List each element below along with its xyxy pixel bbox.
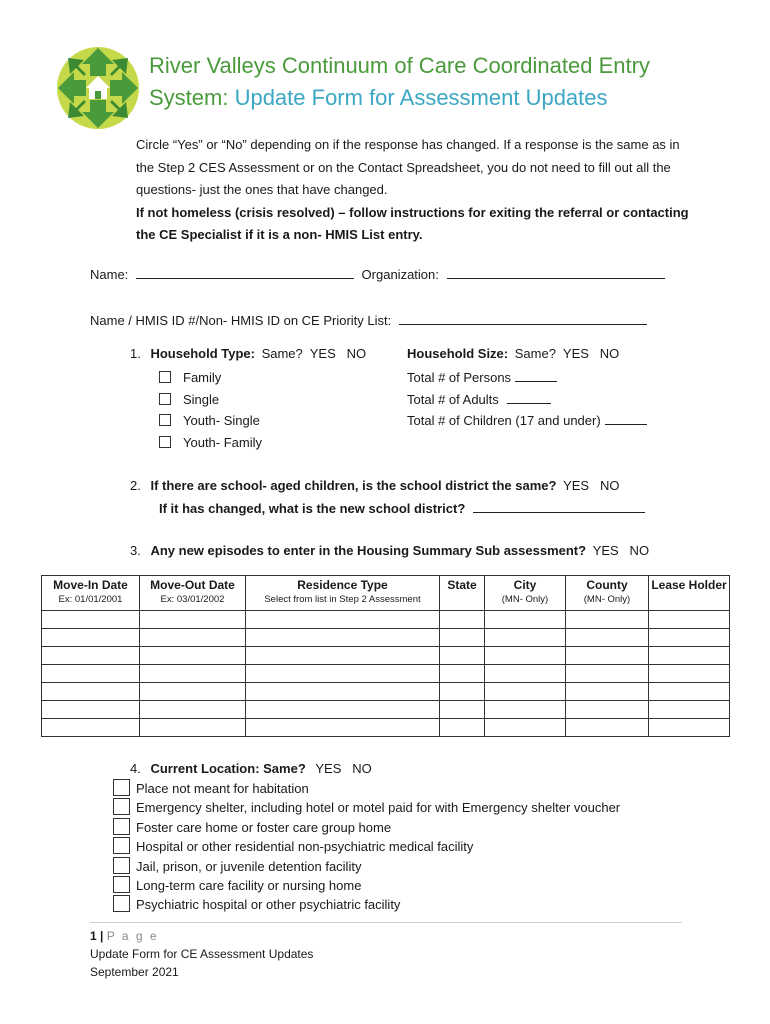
table-row xyxy=(42,665,730,683)
option-label: Family xyxy=(183,370,222,385)
table-cell[interactable] xyxy=(42,701,140,719)
q1-household-size xyxy=(407,346,619,361)
adults-field[interactable] xyxy=(507,391,551,404)
episodes-table-body xyxy=(42,611,730,737)
table-cell[interactable] xyxy=(566,665,649,683)
household-option[interactable] xyxy=(159,432,262,454)
footer-date: September 2021 xyxy=(90,965,179,979)
household-size-rows xyxy=(407,367,647,432)
table-cell[interactable] xyxy=(485,719,566,737)
col-state xyxy=(440,576,485,611)
q1-yes-no[interactable]: Same? YES NO xyxy=(261,346,367,361)
hmis-label: Name / HMIS ID #/Non- HMIS ID on CE Priority List: xyxy=(90,313,392,328)
organization-label: Organization: xyxy=(361,267,439,282)
location-option[interactable] xyxy=(113,798,620,817)
table-cell[interactable] xyxy=(440,647,485,665)
option-label: Jail, prison, or juvenile detention facility xyxy=(136,858,362,874)
location-option[interactable] xyxy=(113,837,620,856)
q3-new-episodes xyxy=(130,543,649,558)
checkbox-icon[interactable] xyxy=(113,876,130,893)
table-cell[interactable] xyxy=(246,701,440,719)
table-cell[interactable] xyxy=(566,683,649,701)
table-cell[interactable] xyxy=(440,665,485,683)
adults-row xyxy=(407,389,647,411)
col-label: County xyxy=(586,578,628,592)
house-with-arrows-logo xyxy=(56,46,140,130)
table-cell[interactable] xyxy=(485,647,566,665)
organization-field[interactable] xyxy=(447,266,665,279)
page-footer xyxy=(90,927,313,981)
table-cell[interactable] xyxy=(649,611,730,629)
col-city xyxy=(485,576,566,611)
table-cell[interactable] xyxy=(246,629,440,647)
table-cell[interactable] xyxy=(649,629,730,647)
household-option[interactable] xyxy=(159,367,262,389)
name-label: Name: xyxy=(90,267,129,282)
col-lease-holder xyxy=(649,576,730,611)
table-cell[interactable] xyxy=(42,611,140,629)
footer-divider xyxy=(90,922,682,923)
table-header-row xyxy=(42,576,730,611)
episodes-table xyxy=(41,575,730,737)
option-label: Long-term care facility or nursing home xyxy=(136,878,362,894)
q1-household-type xyxy=(130,346,366,361)
q4-yes-no[interactable]: YES NO xyxy=(315,761,372,776)
option-label: Single xyxy=(183,391,220,407)
title-line-2 xyxy=(149,82,650,114)
table-cell[interactable] xyxy=(140,683,246,701)
q4-label: Current Location: Same? xyxy=(150,761,306,776)
checkbox-icon[interactable] xyxy=(113,895,130,912)
name-org-row xyxy=(90,266,665,282)
page-word: P a g e xyxy=(106,929,159,943)
table-row xyxy=(42,719,730,737)
q4-current-location xyxy=(130,761,372,776)
q2-followup-label: If it has changed, what is the new school district? xyxy=(159,501,466,516)
table-row xyxy=(42,701,730,719)
checkbox-icon[interactable] xyxy=(113,837,130,854)
household-option[interactable] xyxy=(159,410,262,432)
table-cell[interactable] xyxy=(42,647,140,665)
col-move-in-date xyxy=(42,576,140,611)
children-field[interactable] xyxy=(605,412,647,425)
table-cell[interactable] xyxy=(246,611,440,629)
instructions-bold-note: If not homeless (crisis resolved) – follow instructions for exiting the referral or contacting the CE Specialist if it is a non- HMIS List entry. xyxy=(136,204,689,242)
table-cell[interactable] xyxy=(246,665,440,683)
checkbox-icon[interactable] xyxy=(113,857,130,874)
table-cell[interactable] xyxy=(649,683,730,701)
household-option[interactable] xyxy=(159,389,262,411)
hmis-row xyxy=(90,312,647,328)
form-title xyxy=(149,50,650,114)
q3-label: Any new episodes to enter in the Housing Summary Sub assessment? xyxy=(150,543,587,558)
checkbox-icon[interactable] xyxy=(159,436,171,448)
table-cell[interactable] xyxy=(440,611,485,629)
col-label: Move-Out Date xyxy=(150,578,235,592)
table-row xyxy=(42,611,730,629)
q2-number: 2. xyxy=(130,478,141,493)
children-row xyxy=(407,410,647,432)
col-hint: Ex: 03/01/2002 xyxy=(160,594,225,605)
title-subtitle: Update Form for Assessment Updates xyxy=(234,85,608,110)
instructions xyxy=(136,134,696,247)
instructions-paragraph: Circle “Yes” or “No” depending on if the response has changed. If a response is the same as in the Step 2 CES Assessment or on the Contact Spreadsheet, you do not need to fill out all the questions- just the ones that have changed. xyxy=(136,137,680,197)
checkbox-icon[interactable] xyxy=(113,779,130,796)
table-cell[interactable] xyxy=(42,719,140,737)
table-cell[interactable] xyxy=(566,629,649,647)
q2-school-district xyxy=(130,478,619,493)
table-cell[interactable] xyxy=(485,629,566,647)
col-label: Lease Holder xyxy=(651,578,727,592)
table-cell[interactable] xyxy=(566,611,649,629)
table-cell[interactable] xyxy=(566,647,649,665)
q2-yes-no[interactable]: YES NO xyxy=(563,478,620,493)
table-cell[interactable] xyxy=(140,611,246,629)
location-option[interactable] xyxy=(113,779,620,798)
table-row xyxy=(42,647,730,665)
q4-number: 4. xyxy=(130,761,141,776)
footer-doc-title: Update Form for CE Assessment Updates xyxy=(90,947,314,961)
option-label: Youth- Family xyxy=(183,435,262,451)
q2-label: If there are school- aged children, is the school district the same? xyxy=(150,478,557,493)
title-line-1: River Valleys Continuum of Care Coordinated Entry xyxy=(149,53,650,78)
col-hint: (MN- Only) xyxy=(501,594,549,605)
table-cell[interactable] xyxy=(246,683,440,701)
table-cell[interactable] xyxy=(485,611,566,629)
q3-number: 3. xyxy=(130,543,141,558)
checkbox-icon[interactable] xyxy=(159,414,171,426)
children-label: Total # of Children (17 and under) xyxy=(407,413,601,429)
col-label: Move-In Date xyxy=(53,578,128,592)
location-option[interactable] xyxy=(113,895,620,914)
q4-options xyxy=(113,779,620,915)
table-cell[interactable] xyxy=(140,647,246,665)
q2-followup xyxy=(159,500,645,516)
q3-yes-no[interactable]: YES NO xyxy=(592,543,650,558)
option-label: Hospital or other residential non-psychiatric medical facility xyxy=(136,839,474,855)
table-cell[interactable] xyxy=(140,719,246,737)
table-cell[interactable] xyxy=(140,665,246,683)
col-label: City xyxy=(513,578,537,592)
table-cell[interactable] xyxy=(42,629,140,647)
location-option[interactable] xyxy=(113,818,620,837)
table-cell[interactable] xyxy=(649,719,730,737)
option-label: Foster care home or foster care group home xyxy=(136,819,392,835)
col-residence-type xyxy=(246,576,440,611)
location-option[interactable] xyxy=(113,857,620,876)
q1-label: Household Type: xyxy=(150,346,255,361)
table-cell[interactable] xyxy=(649,701,730,719)
q1-options xyxy=(159,367,262,454)
page-number: 1 xyxy=(90,929,97,943)
table-cell[interactable] xyxy=(566,719,649,737)
title-prefix: System: xyxy=(149,85,235,110)
col-county xyxy=(566,576,649,611)
table-cell[interactable] xyxy=(42,683,140,701)
hmis-field[interactable] xyxy=(399,312,647,325)
table-cell[interactable] xyxy=(140,701,246,719)
checkbox-icon[interactable] xyxy=(159,393,171,405)
adults-label: Total # of Adults xyxy=(407,391,499,407)
table-cell[interactable] xyxy=(246,719,440,737)
col-label: Residence Type xyxy=(297,578,388,592)
persons-row xyxy=(407,367,647,389)
col-hint: Ex: 01/01/2001 xyxy=(58,594,123,605)
option-label: Emergency shelter, including hotel or motel paid for with Emergency shelter voucher xyxy=(136,800,621,816)
q1-number: 1. xyxy=(130,346,141,361)
table-cell[interactable] xyxy=(485,665,566,683)
table-cell[interactable] xyxy=(246,647,440,665)
table-cell[interactable] xyxy=(485,701,566,719)
table-row xyxy=(42,683,730,701)
table-cell[interactable] xyxy=(440,719,485,737)
col-move-out-date xyxy=(140,576,246,611)
checkbox-icon[interactable] xyxy=(159,371,171,383)
persons-field[interactable] xyxy=(515,369,557,382)
location-option[interactable] xyxy=(113,876,620,895)
table-cell[interactable] xyxy=(485,683,566,701)
household-size-label: Household Size: xyxy=(407,346,509,361)
col-label: State xyxy=(447,578,477,592)
checkbox-icon[interactable] xyxy=(113,798,130,815)
persons-label: Total # of Persons xyxy=(407,370,512,385)
option-label: Psychiatric hospital or other psychiatric facility xyxy=(136,897,401,913)
table-cell[interactable] xyxy=(649,665,730,683)
table-cell[interactable] xyxy=(440,683,485,701)
table-cell[interactable] xyxy=(42,665,140,683)
page-number-line xyxy=(90,927,313,945)
table-cell[interactable] xyxy=(440,701,485,719)
table-cell[interactable] xyxy=(649,647,730,665)
table-cell[interactable] xyxy=(566,701,649,719)
page-separator: | xyxy=(100,929,104,943)
table-cell[interactable] xyxy=(140,629,246,647)
col-hint: (MN- Only) xyxy=(583,594,631,605)
table-row xyxy=(42,629,730,647)
household-size-yes-no[interactable]: Same? YES NO xyxy=(514,346,620,361)
option-label: Youth- Single xyxy=(183,413,260,429)
option-label: Place not meant for habitation xyxy=(136,781,309,796)
school-district-field[interactable] xyxy=(473,500,645,513)
table-cell[interactable] xyxy=(440,629,485,647)
name-field[interactable] xyxy=(136,266,354,279)
col-hint: Select from list in Step 2 Assessment xyxy=(264,594,421,605)
checkbox-icon[interactable] xyxy=(113,818,130,835)
